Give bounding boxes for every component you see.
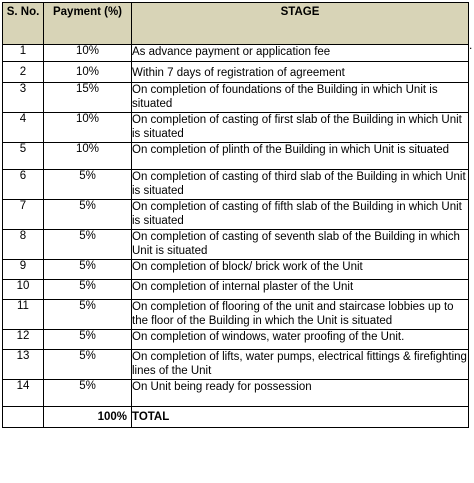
- row-sno: 13: [3, 350, 44, 380]
- row-stage: On completion of internal plaster of the Unit: [132, 280, 469, 300]
- table-row: [3, 83, 469, 113]
- row-payment: 5%: [44, 260, 132, 280]
- table-row: [3, 143, 469, 170]
- total-label: TOTAL: [132, 407, 469, 428]
- row-sno: 3: [3, 83, 44, 113]
- row-payment: 5%: [44, 350, 132, 380]
- row-payment: 5%: [44, 380, 132, 407]
- table-row: [3, 45, 469, 62]
- table-row: [3, 170, 469, 200]
- table-row: [3, 113, 469, 143]
- row-sno: 1: [3, 45, 44, 62]
- row-payment: 10%: [44, 62, 132, 83]
- row-sno: 9: [3, 260, 44, 280]
- header-row: [3, 3, 469, 45]
- row-sno: 5: [3, 143, 44, 170]
- row-stage: On completion of casting of fifth slab of the Building in which Unit is situated: [132, 200, 469, 230]
- row-sno: 7: [3, 200, 44, 230]
- row-stage: On completion of casting of seventh slab of the Building in which Unit is situated: [132, 230, 469, 260]
- header-sno: S. No.: [3, 3, 44, 45]
- row-stage: On completion of windows, water proofing of the Unit.: [132, 330, 469, 350]
- table-row: [3, 280, 469, 300]
- row-sno: 4: [3, 113, 44, 143]
- row-stage: Within 7 days of registration of agreement: [132, 62, 469, 83]
- row-sno: 8: [3, 230, 44, 260]
- row-payment: 10%: [44, 113, 132, 143]
- row-payment: 5%: [44, 280, 132, 300]
- row-stage: On completion of flooring of the unit and staircase lobbies up to the floor of the Building in which the Unit is situated: [132, 300, 469, 330]
- total-payment: 100%: [44, 407, 132, 428]
- row-stage: On completion of casting of third slab of the Building in which Unit is situated: [132, 170, 469, 200]
- row-sno: 6: [3, 170, 44, 200]
- side-mark: .: [469, 38, 473, 52]
- row-payment: 5%: [44, 200, 132, 230]
- row-sno: 12: [3, 330, 44, 350]
- row-payment: 5%: [44, 330, 132, 350]
- row-stage: As advance payment or application fee: [132, 45, 469, 62]
- row-stage: On Unit being ready for possession: [132, 380, 469, 407]
- row-stage: On completion of block/ brick work of the Unit: [132, 260, 469, 280]
- table-row: [3, 200, 469, 230]
- table-row: [3, 380, 469, 407]
- table-row: [3, 300, 469, 330]
- row-sno: 14: [3, 380, 44, 407]
- total-sno: [3, 407, 44, 428]
- total-row: [3, 407, 469, 428]
- row-payment: 10%: [44, 143, 132, 170]
- row-sno: 2: [3, 62, 44, 83]
- header-payment: Payment (%): [44, 3, 132, 45]
- table-row: [3, 62, 469, 83]
- row-stage: On completion of casting of first slab of the Building in which Unit is situated: [132, 113, 469, 143]
- table-row: [3, 260, 469, 280]
- table-row: [3, 350, 469, 380]
- row-payment: 5%: [44, 300, 132, 330]
- payment-schedule-table: [2, 2, 469, 428]
- row-payment: 10%: [44, 45, 132, 62]
- header-stage: STAGE: [132, 3, 469, 45]
- row-stage: On completion of foundations of the Building in which Unit is situated: [132, 83, 469, 113]
- row-payment: 5%: [44, 170, 132, 200]
- row-sno: 10: [3, 280, 44, 300]
- table-row: [3, 230, 469, 260]
- row-stage: On completion of lifts, water pumps, electrical fittings & firefighting lines of the Unit: [132, 350, 469, 380]
- row-payment: 15%: [44, 83, 132, 113]
- table-row: [3, 330, 469, 350]
- row-payment: 5%: [44, 230, 132, 260]
- row-sno: 11: [3, 300, 44, 330]
- row-stage: On completion of plinth of the Building in which Unit is situated: [132, 143, 469, 170]
